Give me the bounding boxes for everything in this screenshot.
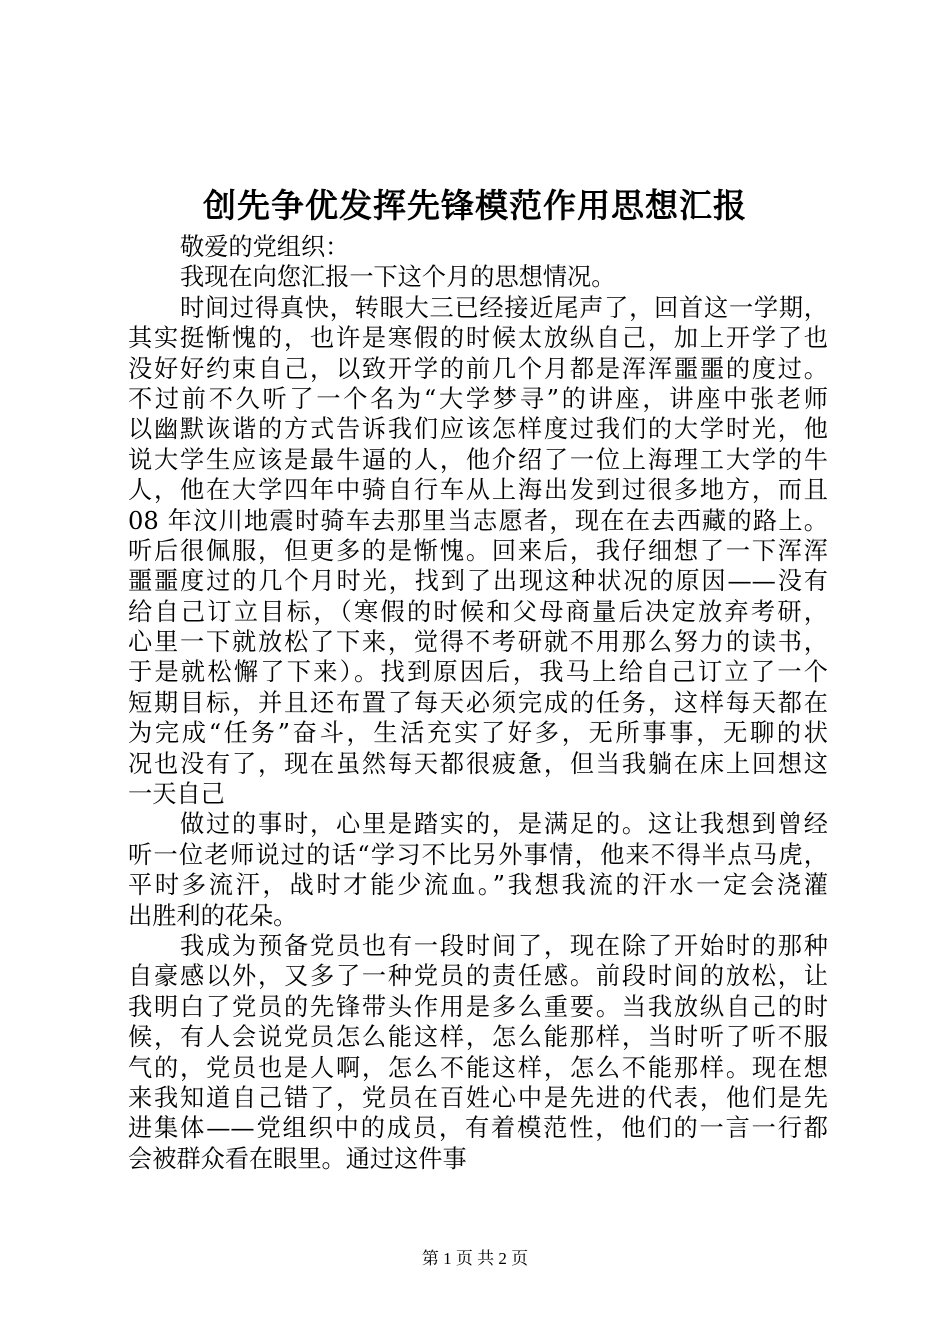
text-line: 我明白了党员的先锋带头作用是多么重要。当我放纵自己的时 bbox=[128, 992, 828, 1021]
text-line: 听一位老师说过的话“学习不比另外事情，他来不得半点马虎， bbox=[128, 840, 828, 869]
text-line: 说大学生应该是最牛逼的人，他介绍了一位上海理工大学的牛 bbox=[128, 445, 828, 474]
text-line: 自豪感以外，又多了一种党员的责任感。前段时间的放松，让 bbox=[128, 962, 828, 991]
text-line: 平时多流汗，战时才能少流血。”我想我流的汗水一定会浇灌 bbox=[128, 871, 828, 900]
text-line: 来我知道自己错了，党员在百姓心中是先进的代表，他们是先 bbox=[128, 1083, 828, 1112]
text-line: 候，有人会说党员怎么能这样，怎么能那样，当时听了听不服 bbox=[128, 1023, 828, 1052]
text-line: 不过前不久听了一个名为“大学梦寻”的讲座，讲座中张老师 bbox=[128, 384, 828, 413]
text-line: 08 年汶川地震时骑车去那里当志愿者，现在在去西藏的路上。 bbox=[128, 506, 828, 535]
text-line: 其实挺惭愧的，也许是寒假的时候太放纵自己，加上开学了也 bbox=[128, 324, 828, 353]
page-footer: 第 1 页 共 2 页 bbox=[421, 1249, 529, 1268]
text-line: 噩噩度过的几个月时光，找到了出现这种状况的原因——没有 bbox=[128, 567, 828, 596]
text-line: 人，他在大学四年中骑自行车从上海出发到过很多地方，而且 bbox=[128, 476, 828, 505]
text-line: 敬爱的党组织： bbox=[180, 233, 350, 261]
text-line: 进集体——党组织中的成员，有着模范性，他们的一言一行都 bbox=[128, 1114, 828, 1143]
document-title: 创先争优发挥先锋模范作用思想汇报 bbox=[203, 186, 747, 225]
text-line: 给自己订立目标，（寒假的时候和父母商量后决定放弃考研， bbox=[128, 597, 828, 626]
text-line: 会被群众看在眼里。通过这件事 bbox=[128, 1144, 467, 1173]
text-line: 以幽默诙谐的方式告诉我们应该怎样度过我们的大学时光，他 bbox=[128, 415, 828, 444]
text-line: 为完成“任务”奋斗，生活充实了好多，无所事事，无聊的状 bbox=[128, 719, 828, 748]
text-line: 没好好约束自己，以致开学的前几个月都是浑浑噩噩的度过。 bbox=[128, 354, 828, 383]
text-line: 短期目标，并且还布置了每天必须完成的任务，这样每天都在 bbox=[128, 688, 828, 717]
text-line: 听后很佩服，但更多的是惭愧。回来后，我仔细想了一下浑浑 bbox=[128, 536, 828, 565]
text-line: 况也没有了，现在虽然每天都很疲惫，但当我躺在床上回想这 bbox=[128, 749, 828, 778]
document-body bbox=[128, 232, 828, 1174]
text-line: 出胜利的花朵。 bbox=[128, 901, 298, 930]
text-line: 做过的事时，心里是踏实的，是满足的。这让我想到曾经 bbox=[180, 810, 828, 839]
text-line: 于是就松懈了下来）。找到原因后，我马上给自己订立了一个 bbox=[128, 658, 828, 687]
text-line: 一天自己 bbox=[128, 780, 225, 809]
text-line: 气的，党员也是人啊，怎么不能这样，怎么不能那样。现在想 bbox=[128, 1053, 828, 1082]
text-line: 我现在向您汇报一下这个月的思想情况。 bbox=[180, 263, 616, 292]
text-line: 时间过得真快，转眼大三已经接近尾声了，回首这一学期， bbox=[180, 293, 828, 322]
text-line: 我成为预备党员也有一段时间了，现在除了开始时的那种 bbox=[180, 931, 828, 960]
text-line: 心里一下就放松了下来，觉得不考研就不用那么努力的读书， bbox=[128, 628, 828, 657]
